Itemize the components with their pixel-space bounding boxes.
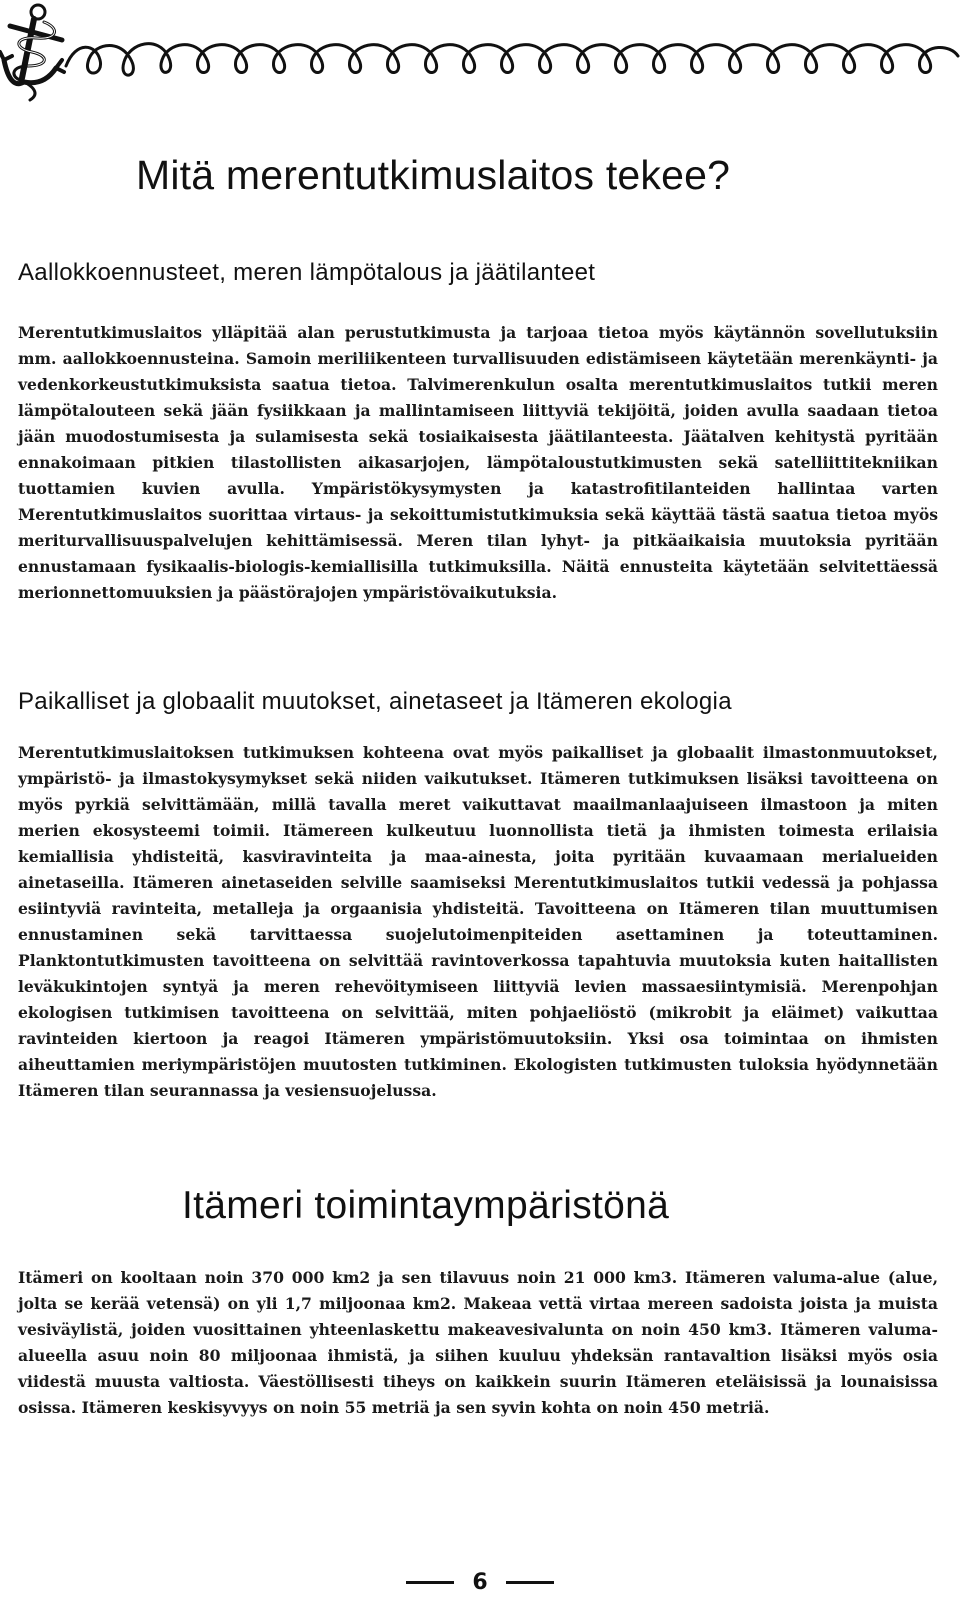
footer-dash-left bbox=[406, 1581, 454, 1584]
section-heading-wave-forecasts: Aallokkoennusteet, meren lämpötalous ja jäätilanteet bbox=[18, 259, 596, 286]
page-title: Mitä merentutkimuslaitos tekee? bbox=[136, 152, 731, 198]
section-heading-baltic-ecology: Paikalliset ja globaalit muutokset, ainetaseet ja Itämeren ekologia bbox=[18, 688, 732, 715]
section-text-wave-forecasts: Merentutkimuslaitos ylläpitää alan perustutkimusta ja tarjoaa tietoa myös käytännön sovellutuksiin mm. aallokkoennusteina. Samoin meriliikenteen turvallisuuden edistämiseen käytetään merenkäynti- ja vedenkorkeustutkimuksista saatua tietoa. Talvimerenkulun osalta merentutkimuslaitos tutkii meren lämpötalouteen sekä jään fysiikkaan ja mallintamiseen liittyviä tekijöitä, joiden avulla saadaan tietoa jään muodostumisesta ja sulamisesta sekä tosiaikaisesta jäätilanteesta. Jäätalven kehitystä pyritään ennakoimaan pitkien tilastollisten aikasarjojen, lämpötaloustutkimusten sekä satelliittitekniikan tuottamien kuvien avulla. Ympäristökysymysten ja katastrofitilanteiden hallintaa varten Merentutkimuslaitos suorittaa virtaus- ja sekoittumistutkimuksia sekä käyttää tästä saatua tietoa myös meriturvallisuuspalvelujen kehittämisessä. Meren tilan lyhyt- ja pitkäaikaisia muutoksia pyritään ennustamaan fysikaalis-biologis-kemiallisilla tutkimuksilla. Näitä ennusteita käytetään selvitettäessä merionnettomuuksien ja päästörajojen ympäristövaikutuksia. bbox=[18, 323, 938, 602]
page-footer bbox=[0, 1568, 960, 1596]
section-text-baltic-ecology: Merentutkimuslaitoksen tutkimuksen kohteena ovat myös paikalliset ja globaalit ilmastonmuutokset, ympäristö- ja ilmastokysymykset sekä niiden vaikutukset. Itämeren tutkimuksen lisäksi tavoitteena on myös pyrkiä selvittämään, millä tavalla meret vaikuttavat maailmanlaajuiseen ilmastoon ja miten merien ekosysteemi toimii. Itämereen kulkeutuu luonnollista tietä ja ihmisten toimesta erilaisia kemiallisia yhdisteitä, kasviravinteita ja maa-ainesta, joita pyritään kuvaamaan merialueiden ainetaseilla. Itämeren ainetaseiden selville saamiseksi Merentutkimuslaitos tutkii vedessä ja pohjassa esiintyviä ravinteita, metalleja ja orgaanisia yhdisteitä. Tavoitteena on Itämeren tilan muuttumisen ennustaminen sekä tarvittaessa suojelutoimenpiteiden asettaminen ja toteuttaminen. Planktontutkimusten tavoitteena on selvittää ravintoverkossa tapahtuvia muutoksia kuten haitallisten leväkukintojen syntyä ja meren rehevöitymiseen liittyviä levien massaesiintymisiä. Merenpohjan ekologisen tutkimisen tavoitteena on selvittää, miten pohjaeliöstö (mikrobit ja eläimet) vaikuttaa ravinteiden kiertoon ja reagoi Itämeren ympäristömuutoksiin. Yksi osa toimintaa on ihmisten aiheuttamien meriympäristöjen muutosten tutkiminen. Ekologisten tutkimusten tuloksia hyödynnetään Itämeren tilan seurannassa ja vesiensuojelussa. bbox=[18, 743, 938, 1100]
section-text-baltic-environment: Itämeri on kooltaan noin 370 000 km2 ja sen tilavuus noin 21 000 km3. Itämeren valuma-alue (alue, jolta se kerää vetensä) on yli 1,7 miljoonaa km2. Makeaa vettä virtaa mereen sadoista joista ja muista vesiväylistä, joiden vuosittainen yhteenlaskettu makeavesivalunta on noin 450 km3. Itämeren valuma-alueella asuu noin 80 miljoonaa ihmistä, ja siihen kuuluu yhdeksän rantavaltion lisäksi myös osia viidestä muusta valtiosta. Väestöllisesti tiheys on kaikkein suurin Itämeren eteläisissä ja lounaisissa osissa. Itämeren keskisyvyys on noin 55 metriä ja sen syvin kohta on noin 450 metriä. bbox=[18, 1268, 938, 1417]
footer-dash-right bbox=[506, 1581, 554, 1584]
section-heading-baltic-environment: Itämeri toimintaympäristönä bbox=[182, 1184, 670, 1227]
page-number: 6 bbox=[472, 1569, 488, 1595]
anchor-with-rope-icon bbox=[0, 5, 64, 100]
wave-rope-border bbox=[66, 44, 958, 75]
header-decoration bbox=[0, 0, 960, 110]
